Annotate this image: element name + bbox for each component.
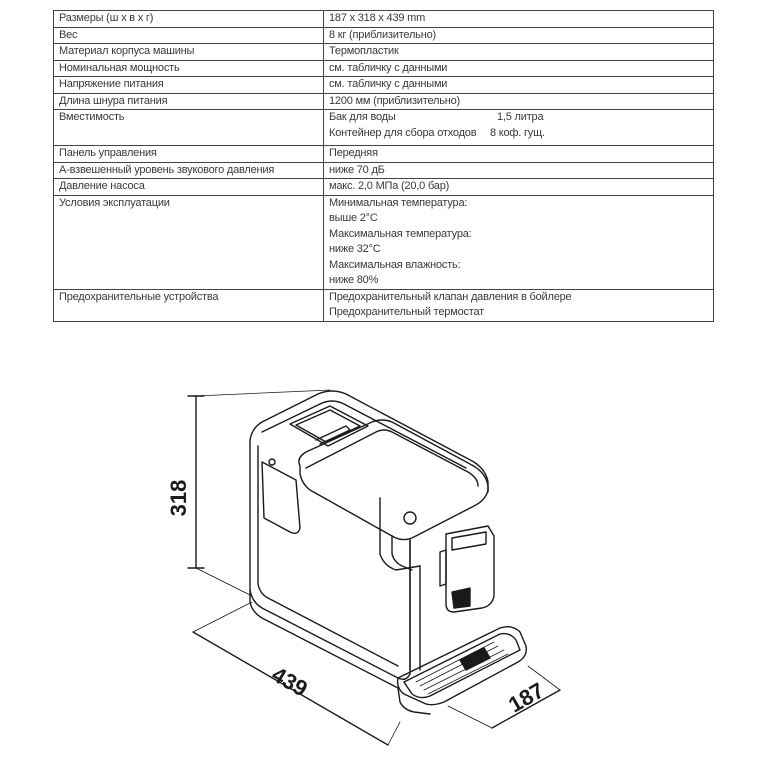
spec-value: Максимальная температура: — [329, 227, 472, 240]
capacity-amount: 1,5 литра — [497, 111, 544, 123]
spec-label: Напряжение питания — [54, 77, 324, 94]
spec-value: 8 кг (приблизительно) — [329, 28, 436, 41]
specifications-table — [53, 10, 714, 322]
capacity-amount: 8 коф. гущ. — [490, 126, 545, 139]
spec-label: Панель управления — [54, 146, 324, 163]
spec-label: Номинальная мощность — [54, 60, 324, 77]
spec-value: выше 2°C — [329, 212, 378, 224]
width-label: 187 — [504, 677, 549, 718]
spec-value: макс. 2,0 МПа (20,0 бар) — [329, 180, 450, 192]
spec-value: ниже 32°C — [329, 243, 381, 255]
spec-value: ниже 70 дБ — [329, 163, 385, 176]
spec-value: ниже 80% — [329, 274, 379, 286]
spec-value: Термопластик — [329, 45, 399, 57]
spec-label: Вес — [54, 27, 324, 44]
spec-label: Давление насоса — [54, 179, 324, 196]
table-row — [54, 162, 714, 179]
spec-label: Вместимость — [54, 110, 324, 146]
spec-value: см. табличку с данными — [329, 78, 448, 90]
spec-value: Предохранительный клапан давления в бойлере — [329, 290, 572, 303]
table-row — [54, 11, 714, 28]
spec-value: Максимальная влажность: — [329, 258, 461, 271]
spec-value: Предохранительный термостат — [329, 306, 485, 318]
spec-label: Материал корпуса машины — [54, 44, 324, 61]
spec-value: Передняя — [329, 147, 378, 159]
table-row — [54, 289, 714, 321]
spec-label: Длина шнура питания — [54, 93, 324, 110]
table-row — [54, 179, 714, 196]
spec-label: Условия эксплуатации — [54, 195, 324, 289]
capacity-name: Бак для воды — [329, 111, 396, 123]
spec-label: А-взвешенный уровень звукового давления — [54, 162, 324, 179]
depth-label: 439 — [267, 661, 312, 702]
spec-value: см. табличку с данными — [329, 61, 448, 74]
table-row — [54, 77, 714, 94]
table-row — [54, 60, 714, 77]
table-row — [54, 110, 714, 146]
table-row — [54, 93, 714, 110]
spec-value: Минимальная температура: — [329, 196, 468, 209]
table-row — [54, 195, 714, 289]
spec-label: Предохранительные устройства — [54, 289, 324, 321]
height-dimension-line — [188, 390, 330, 596]
capacity-name: Контейнер для сбора отходов — [329, 126, 477, 139]
height-label: 318 — [166, 479, 191, 517]
table-row — [54, 146, 714, 163]
table-row — [54, 27, 714, 44]
coffee-machine-illustration — [250, 391, 526, 714]
spec-label: Размеры (ш x в x г) — [54, 11, 324, 28]
machine-dimension-drawing — [0, 370, 767, 767]
table-row — [54, 44, 714, 61]
spec-value: 187 x 318 x 439 mm — [329, 12, 426, 24]
spec-value: 1200 мм (приблизительно) — [329, 94, 461, 107]
